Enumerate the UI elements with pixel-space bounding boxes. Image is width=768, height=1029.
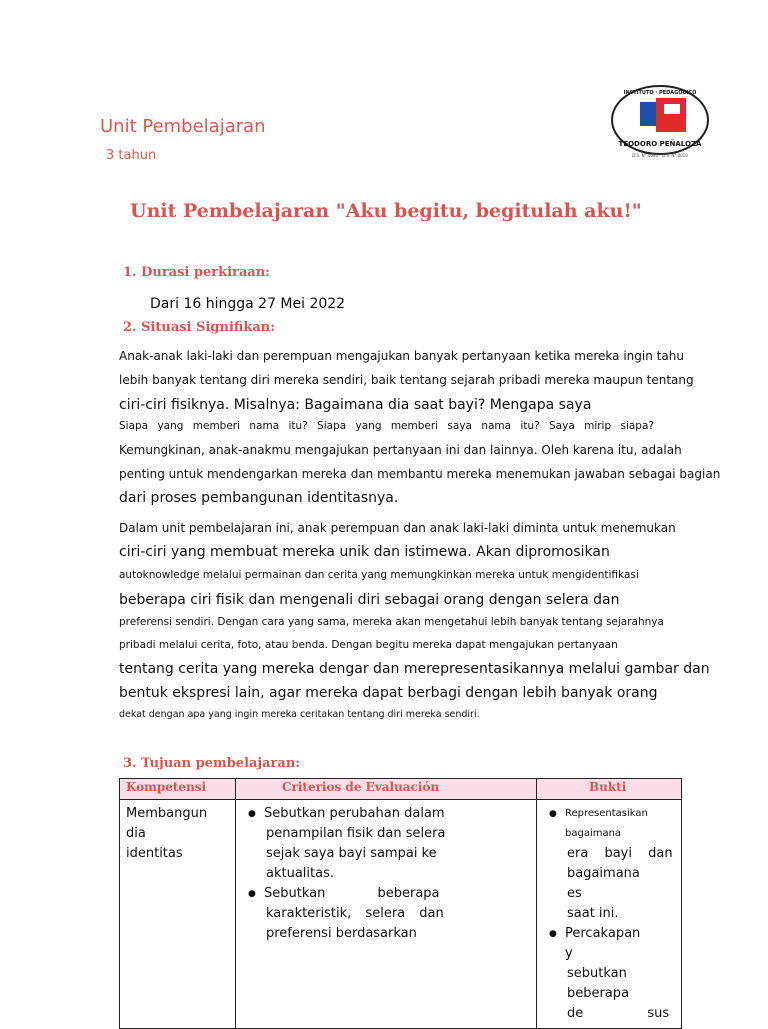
paragraph-line: beberapa ciri fisik dan mengenali diri sebagai orang dengan selera dan [119,592,620,608]
paragraph-line: dekat dengan apa yang ingin mereka ceritakan tentang diri mereka sendiri. [119,709,480,720]
paragraph-line: lebih banyak tentang diri mereka sendiri, baik tentang sejarah pribadi mereka maupun tentang [119,373,694,387]
column-header: Criterios de Evaluación [236,779,537,800]
paragraph-line: ciri-ciri fisiknya. Misalnya: Bagaimana dia saat bayi? Mengapa saya [119,397,592,413]
logo-name: TEODORO PEÑALOZA [618,140,702,148]
paragraph-line: Anak-anak laki-laki dan perempuan mengajukan banyak pertanyaan ketika mereka ingin tahu [119,349,684,363]
criteria-item: ● Sebutkan perubahan dalam [242,804,530,824]
competency-cell: Membangun dia identitas [120,800,236,1029]
unit-title: Unit Pembelajaran "Aku begitu, begitulah aku!" [130,200,642,222]
criteria-cell: ● Sebutkan perubahan dalam penampilan fisik dan selera sejak saya bayi sampai ke aktualitas. ● Sebutkan beberapa karakteristik, selera dan preferensi berdasarkan [236,800,537,1029]
section-1-heading: 1. Durasi perkiraan: [123,265,270,280]
criteria-item: ● Sebutkan beberapa [242,884,530,904]
evidence-cell: ● Representasikan bagaimana era bayi dan bagaimana es saat ini. ● Percakapan y sebutkan beberapa de sus [537,800,682,1029]
paragraph-line: ciri-ciri yang membuat mereka unik dan istimewa. Akan dipromosikan [119,544,610,560]
duration-text: Dari 16 hingga 27 Mei 2022 [150,296,346,312]
column-header: Bukti [537,779,682,800]
section-3-heading: 3. Tujuan pembelajaran: [123,756,301,771]
paragraph-line: bentuk ekspresi lain, agar mereka dapat berbagi dengan lebih banyak orang [119,685,658,701]
institute-logo [606,84,714,160]
paragraph-line: autoknowledge melalui permainan dan cerita yang memungkinkan mereka untuk mengidentifikasi [119,569,639,581]
svg-text:D.S. N° 0040 · D.S. N° 0010: D.S. N° 0040 · D.S. N° 0010 [632,153,688,158]
paragraph-line: preferensi sendiri. Dengan cara yang sama, mereka akan mengetahui lebih banyak tentang sejarahnya [119,616,664,628]
paragraph-line: dari proses pembangunan identitasnya. [119,490,399,506]
paragraph-line: tentang cerita yang mereka dengar dan merepresentasikannya melalui gambar dan [119,661,710,677]
section-2-heading: 2. Situasi Signifikan: [123,320,276,335]
paragraph-line: penting untuk mendengarkan mereka dan membantu mereka menemukan jawaban sebagai bagian [119,467,721,481]
table-row [120,800,682,1029]
paragraph-line: Siapa yang memberi nama itu? Siapa yang memberi saya nama itu? Saya mirip siapa? [119,420,654,432]
objectives-table [119,778,682,1029]
evidence-item: ● Representasikan bagaimana [543,804,675,844]
paragraph-line: Kemungkinan, anak-anakmu mengajukan pertanyaan ini dan lainnya. Oleh karena itu, adalah [119,443,682,457]
paragraph-line: Dalam unit pembelajaran ini, anak perempuan dan anak laki-laki diminta untuk menemukan [119,521,676,535]
age-label: 3 tahun [106,148,157,163]
svg-text:INSTITUTO · PEDAGÓGICO: INSTITUTO · PEDAGÓGICO [623,90,697,96]
evidence-item: ● Percakapan y [543,924,675,964]
unit-label: Unit Pembelajaran [100,116,266,137]
column-header: Kompetensi [120,779,236,800]
paragraph-line: pribadi melalui cerita, foto, atau benda. Dengan begitu mereka dapat mengajukan pertanyaan [119,639,618,651]
